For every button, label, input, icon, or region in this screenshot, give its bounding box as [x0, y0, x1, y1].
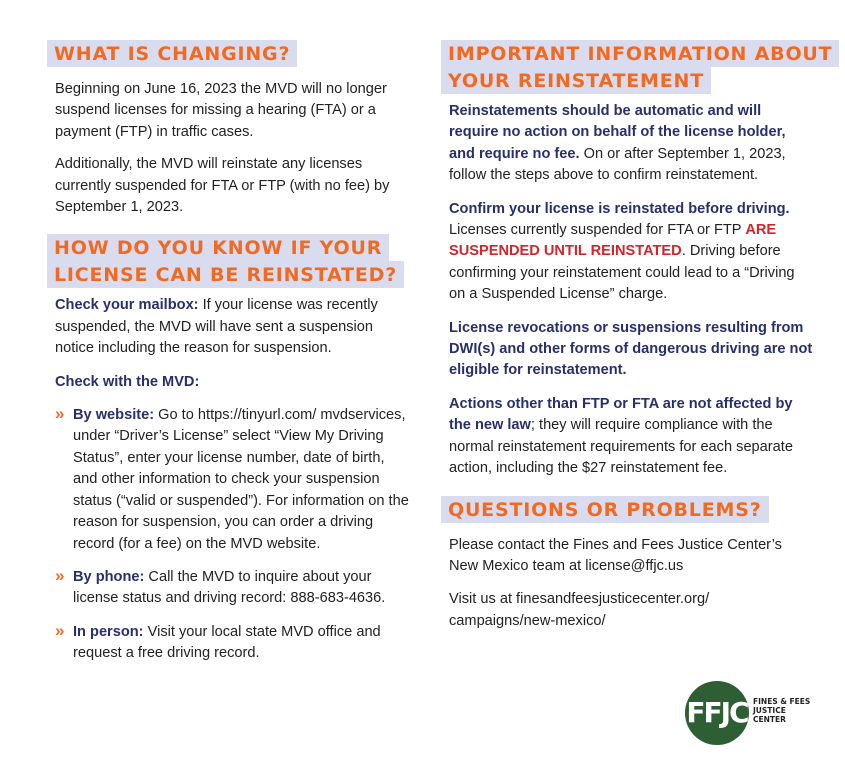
heading-how-do-you-know: [47, 234, 412, 288]
website-label: By website:: [73, 407, 155, 424]
important-paragraph-4: [441, 394, 813, 480]
website-text: Go to https://tinyurl.com/ mvdservices, under “Driver’s License” select “View My Driving Status”, enter your license number, date of birth, and other information to check your suspension status (“valid or suspended”). For information on the reason for suspension, you can order a driving record (for a fee) on the MVD website.: [73, 407, 409, 552]
contact-paragraph: Please contact the Fines and Fees Justice Center’s New Mexico team at license@ffjc.us: [449, 536, 782, 574]
heading-line-1: IMPORTANT INFORMATION ABOUT: [441, 40, 839, 67]
chevron-icon: »: [55, 565, 65, 585]
bold-text: Confirm your license is reinstated before driving.: [449, 200, 790, 217]
changing-paragraph-2: Additionally, the MVD will reinstate any licenses currently suspended for FTA or FTP (with no fee) by September 1, 2023.: [55, 156, 390, 216]
section-important-info: [441, 40, 833, 480]
section-what-is-changing: [47, 40, 412, 218]
heading-line-1: HOW DO YOU KNOW IF YOUR: [47, 234, 389, 261]
bullet-website: [47, 405, 412, 555]
chevron-icon: »: [55, 620, 65, 640]
body-text: On or after September 1, 2023, follow the steps above to confirm reinstatement.: [449, 145, 786, 184]
heading-what-is-changing: WHAT IS CHANGING?: [47, 40, 297, 67]
bullet-phone: [47, 567, 412, 610]
important-paragraph-2: [441, 199, 813, 306]
bullet-in-person: [47, 622, 412, 665]
left-column: [47, 40, 412, 665]
mailbox-label: Check your mailbox:: [55, 297, 199, 314]
visit-line-1: Visit us at finesandfeesjusticecenter.org/: [449, 591, 710, 608]
logo-text-line-3: CENTER: [753, 715, 786, 724]
mailbox-text: If your license was recently suspended, the MVD will have sent a suspension notice including the reason for suspension.: [55, 297, 378, 357]
visit-paragraph: [441, 589, 813, 632]
logo-text-line-2: JUSTICE: [753, 706, 786, 715]
important-paragraph-3: License revocations or suspensions resulting from DWI(s) and other forms of dangerous driving are not eligible for reinstatement.: [449, 319, 813, 379]
changing-paragraph-1: Beginning on June 16, 2023 the MVD will no longer suspend licenses for missing a hearing (FTA) or a payment (FTP) in traffic cases.: [55, 81, 387, 140]
important-paragraph-1: [441, 101, 813, 187]
heading-questions: QUESTIONS OR PROBLEMS?: [441, 496, 769, 523]
logo-text-line-1: FINES & FEES: [753, 697, 811, 706]
alert-text: ARE SUSPENDED UNTIL REINSTATED: [449, 222, 777, 260]
chevron-icon: »: [55, 404, 65, 424]
in-person-label: In person:: [73, 623, 144, 640]
bold-text: Reinstatements should be automatic and will require no action on behalf of the license holder, and require no fee.: [449, 103, 786, 162]
logo-wordmark: [753, 697, 810, 724]
heading-important-info: [441, 40, 833, 94]
phone-label: By phone:: [73, 568, 145, 585]
heading-line-2: LICENSE CAN BE REINSTATED?: [47, 261, 404, 288]
body-text: Licenses currently suspended for FTA or FTP: [449, 222, 746, 239]
right-column: [441, 40, 833, 632]
logo-letters: FFJC: [686, 696, 748, 729]
visit-line-2: campaigns/new-mexico/: [449, 612, 606, 629]
body-text: ; they will require compliance with the normal reinstatement requirements for each separate action, including the $27 reinstatement fee.: [449, 417, 793, 477]
mailbox-paragraph: [47, 295, 412, 359]
section-how-do-you-know: [47, 234, 412, 664]
phone-text: Call the MVD to inquire about your license status and driving record: 888-683-4636.: [73, 568, 386, 607]
in-person-text: Visit your local state MVD office and request a free driving record.: [73, 623, 381, 662]
ffjc-logo: [685, 681, 815, 746]
heading-line-2: YOUR REINSTATEMENT: [441, 67, 711, 94]
body-text: . Driving before confirming your reinstatement could lead to a “Driving on a Suspended License” charge.: [449, 243, 795, 303]
bold-text: Actions other than FTP or FTA are not affected by the new law: [449, 395, 793, 434]
check-mvd-label: Check with the MVD:: [55, 373, 200, 390]
section-questions: [441, 496, 813, 633]
